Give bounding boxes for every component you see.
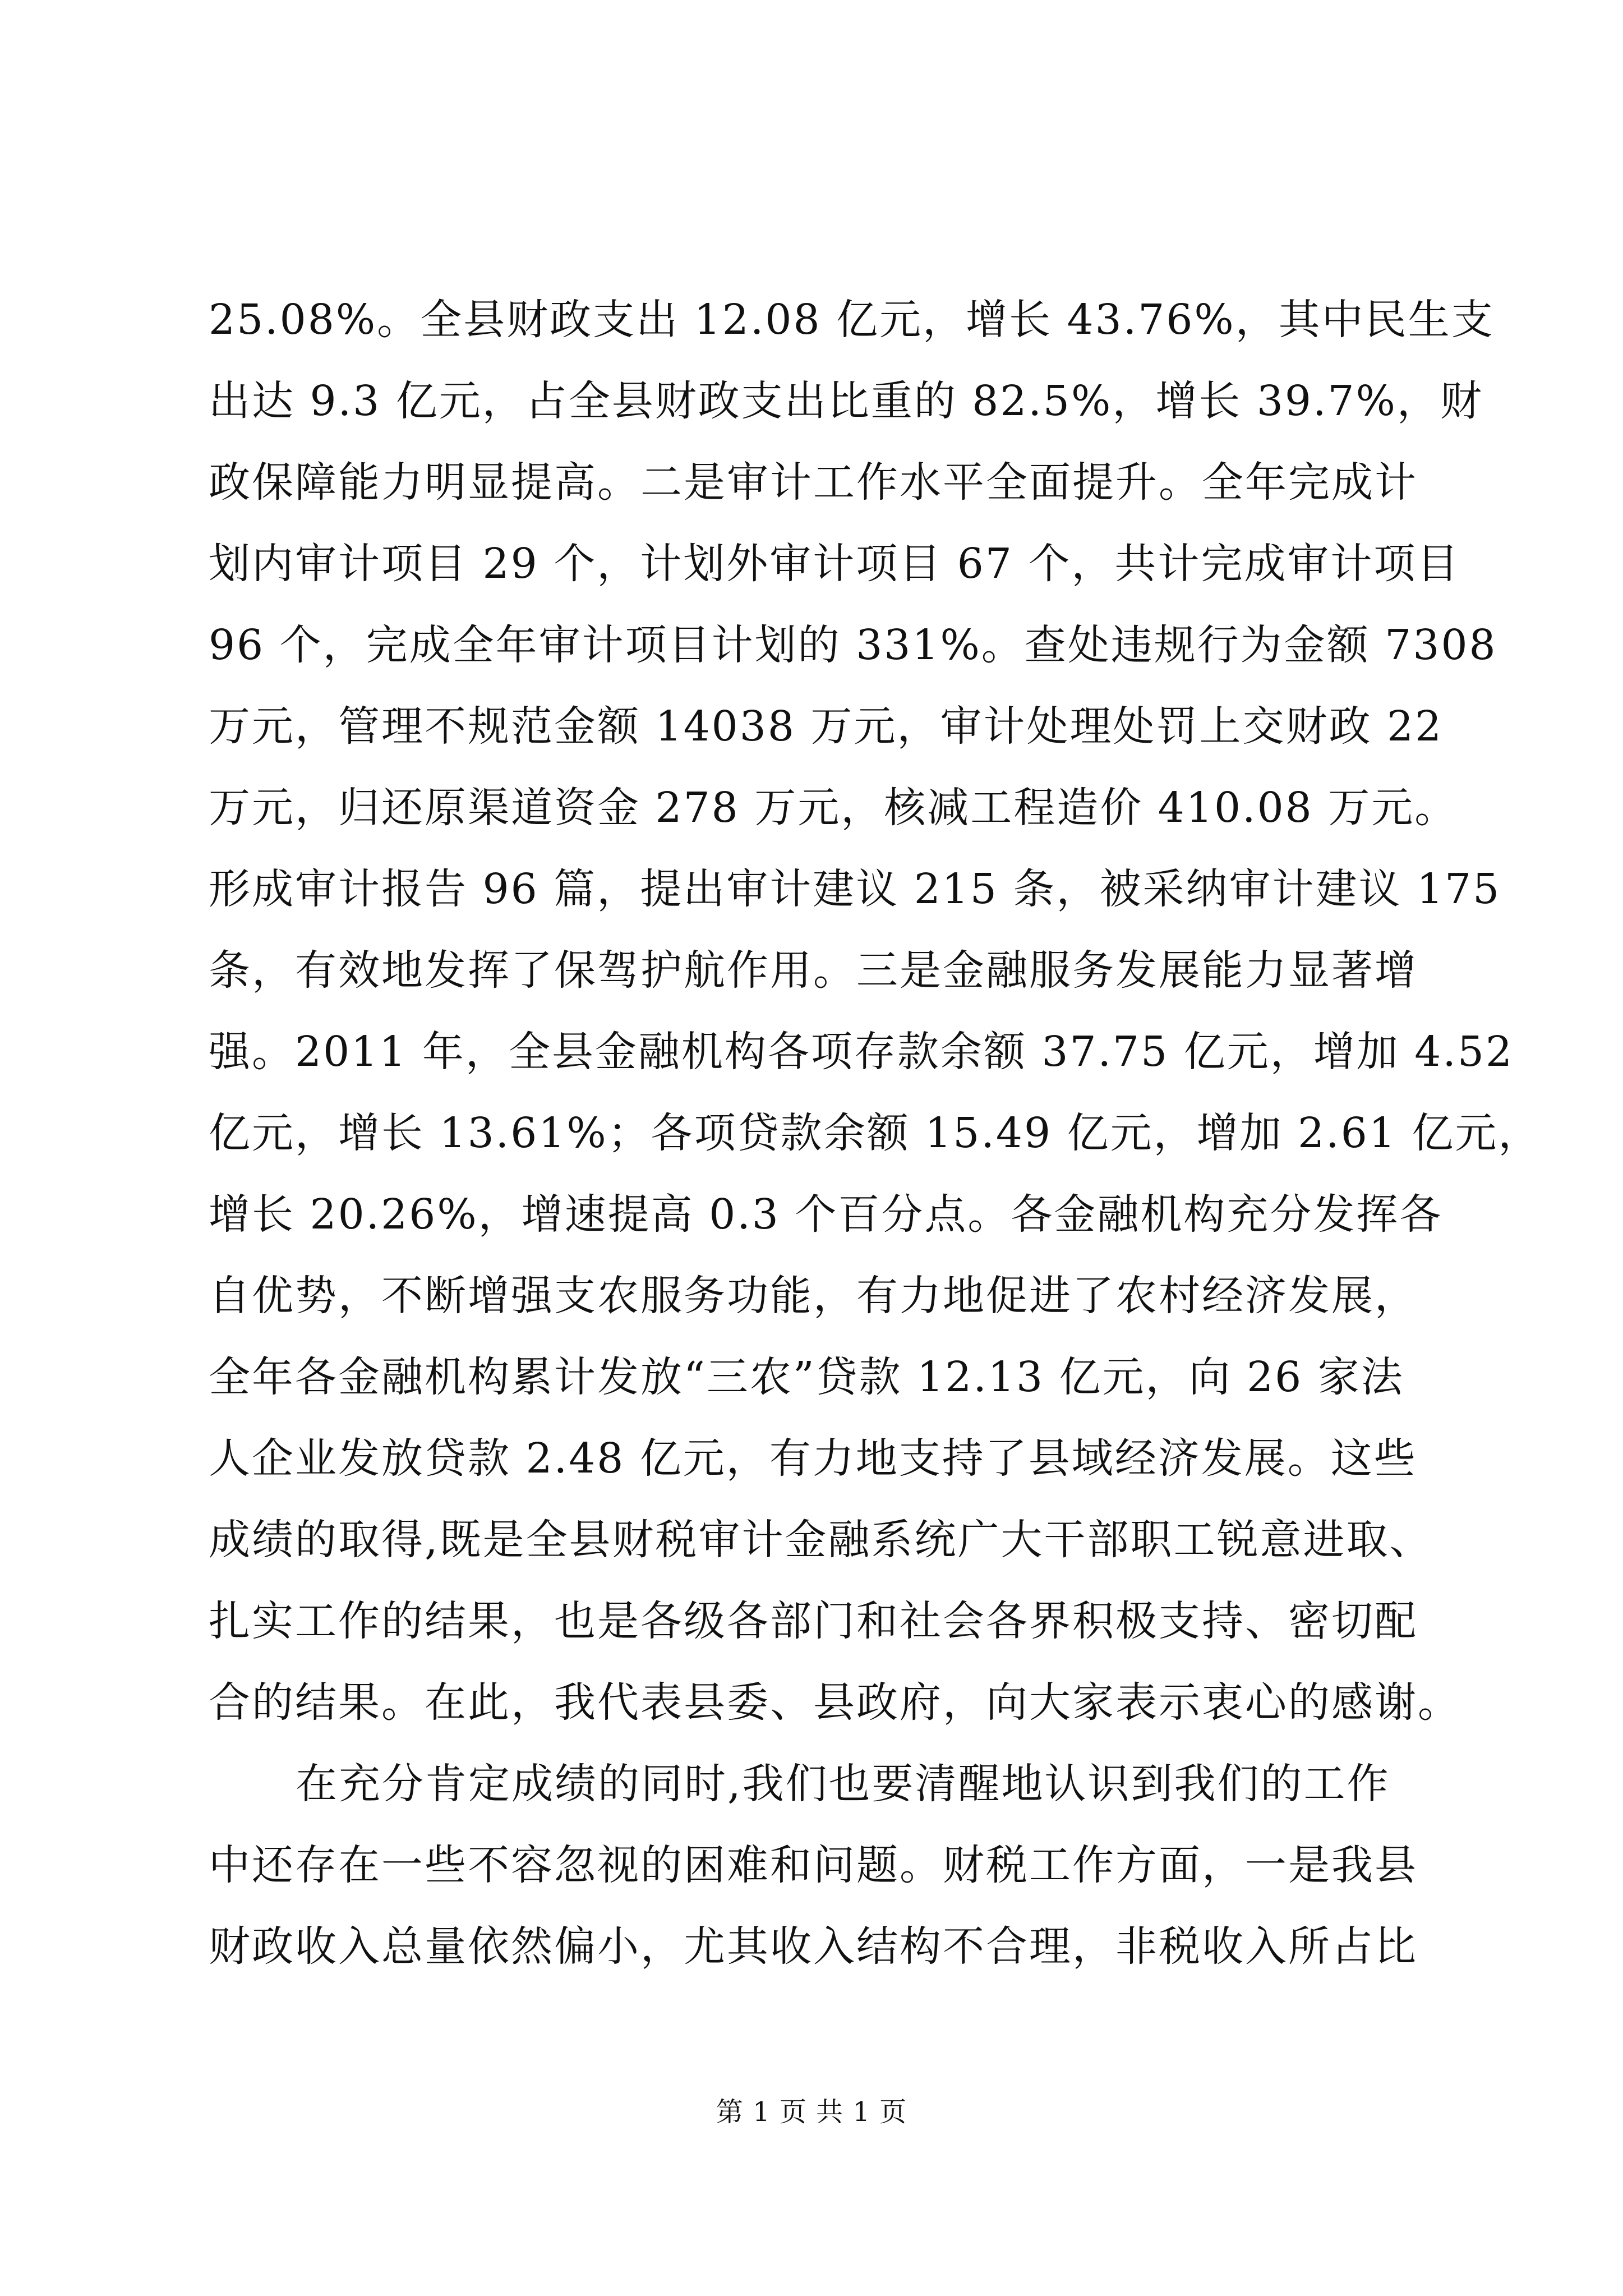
text-line: 增长 20.26%，增速提高 0.3 个百分点。各金融机构充分发挥各	[209, 1190, 1443, 1239]
text-line: 形成审计报告 96 篇，提出审计建议 215 条，被采纳审计建议 175	[209, 865, 1501, 913]
text-line: 96 个，完成全年审计项目计划的 331%。查处违规行为金额 7308	[209, 621, 1497, 669]
page-footer: 第 1 页 共 1 页	[716, 2096, 907, 2128]
paragraph-first-line: 在充分肯定成绩的同时,我们也要清醒地认识到我们的工作	[296, 1760, 1390, 1808]
text-line: 扎实工作的结果，也是各级各部门和社会各界积极支持、密切配	[209, 1597, 1418, 1645]
text-line: 合的结果。在此，我代表县委、县政府，向大家表示衷心的感谢。	[209, 1678, 1461, 1727]
text-line: 财政收入总量依然偏小，尤其收入结构不合理，非税收入所占比	[209, 1922, 1418, 1971]
text-line: 出达 9.3 亿元，占全县财政支出比重的 82.5%，增长 39.7%，财	[209, 377, 1483, 425]
text-line: 成绩的取得,既是全县财税审计金融系统广大干部职工锐意进取、	[209, 1516, 1433, 1564]
text-line: 条，有效地发挥了保驾护航作用。三是金融服务发展能力显著增	[209, 946, 1418, 995]
text-line: 万元，管理不规范金额 14038 万元，审计处理处罚上交财政 22	[209, 702, 1444, 751]
text-line: 中还存在一些不容忽视的困难和问题。财税工作方面，一是我县	[209, 1841, 1418, 1889]
text-line: 划内审计项目 29 个，计划外审计项目 67 个，共计完成审计项目	[209, 540, 1460, 588]
text-line: 25.08%。全县财政支出 12.08 亿元，增长 43.76%，其中民生支	[209, 296, 1495, 344]
text-line: 亿元，增长 13.61%；各项贷款余额 15.49 亿元，增加 2.61 亿元，	[209, 1109, 1542, 1157]
text-line: 人企业发放贷款 2.48 亿元，有力地支持了县域经济发展。这些	[209, 1434, 1417, 1483]
text-line: 万元，归还原渠道资金 278 万元，核减工程造价 410.08 万元。	[209, 784, 1458, 832]
text-line: 自优势，不断增强支农服务功能，有力地促进了农村经济发展，	[209, 1272, 1418, 1320]
text-line: 全年各金融机构累计发放“三农”贷款 12.13 亿元，向 26 家法	[209, 1353, 1404, 1401]
text-line: 强。2011 年，全县金融机构各项存款余额 37.75 亿元，增加 4.52	[209, 1028, 1514, 1076]
text-line: 政保障能力明显提高。二是审计工作水平全面提升。全年完成计	[209, 458, 1418, 507]
